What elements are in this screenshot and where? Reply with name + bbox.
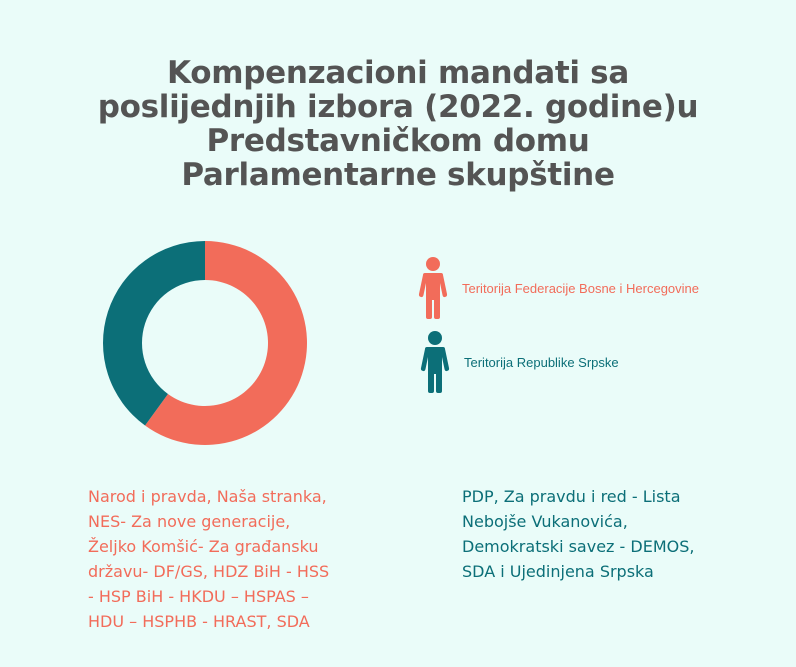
donut-chart bbox=[100, 238, 310, 448]
legend-label-fbih: Teritorija Federacije Bosne i Hercegovine bbox=[462, 280, 700, 296]
party-line: državu- DF/GS, HDZ BiH - HSS bbox=[88, 562, 330, 581]
legend-label-rs: Teritorija Republike Srpske bbox=[464, 354, 619, 370]
person-icon bbox=[416, 256, 450, 320]
party-line: PDP, Za pravdu i red - Lista bbox=[462, 487, 681, 506]
party-line: NES- Za nove generacije, bbox=[88, 512, 291, 531]
title-line: poslijednjih izbora (2022. godine)u bbox=[97, 89, 699, 125]
party-list-rs bbox=[462, 484, 762, 584]
party-line: SDA i Ujedinjena Srpska bbox=[462, 562, 654, 581]
legend-item-rs bbox=[418, 330, 619, 394]
title-line: Kompenzacioni mandati sa bbox=[167, 55, 629, 91]
party-list-fbih bbox=[88, 484, 388, 634]
party-line: Željko Komšić- Za građansku bbox=[88, 537, 319, 556]
title-line: Predstavničkom domu bbox=[206, 123, 590, 159]
person-icon bbox=[418, 330, 452, 394]
party-line: Narod i pravda, Naša stranka, bbox=[88, 487, 327, 506]
donut-slice-rs bbox=[103, 241, 205, 426]
party-line: HDU – HSPHB - HRAST, SDA bbox=[88, 612, 310, 631]
chart-title bbox=[40, 56, 756, 192]
legend-item-fbih bbox=[416, 256, 699, 320]
party-line: - HSP BiH - HKDU – HSPAS – bbox=[88, 587, 309, 606]
title-line: Parlamentarne skupštine bbox=[181, 157, 615, 193]
party-line: Demokratski savez - DEMOS, bbox=[462, 537, 695, 556]
party-line: Nebojše Vukanovića, bbox=[462, 512, 628, 531]
